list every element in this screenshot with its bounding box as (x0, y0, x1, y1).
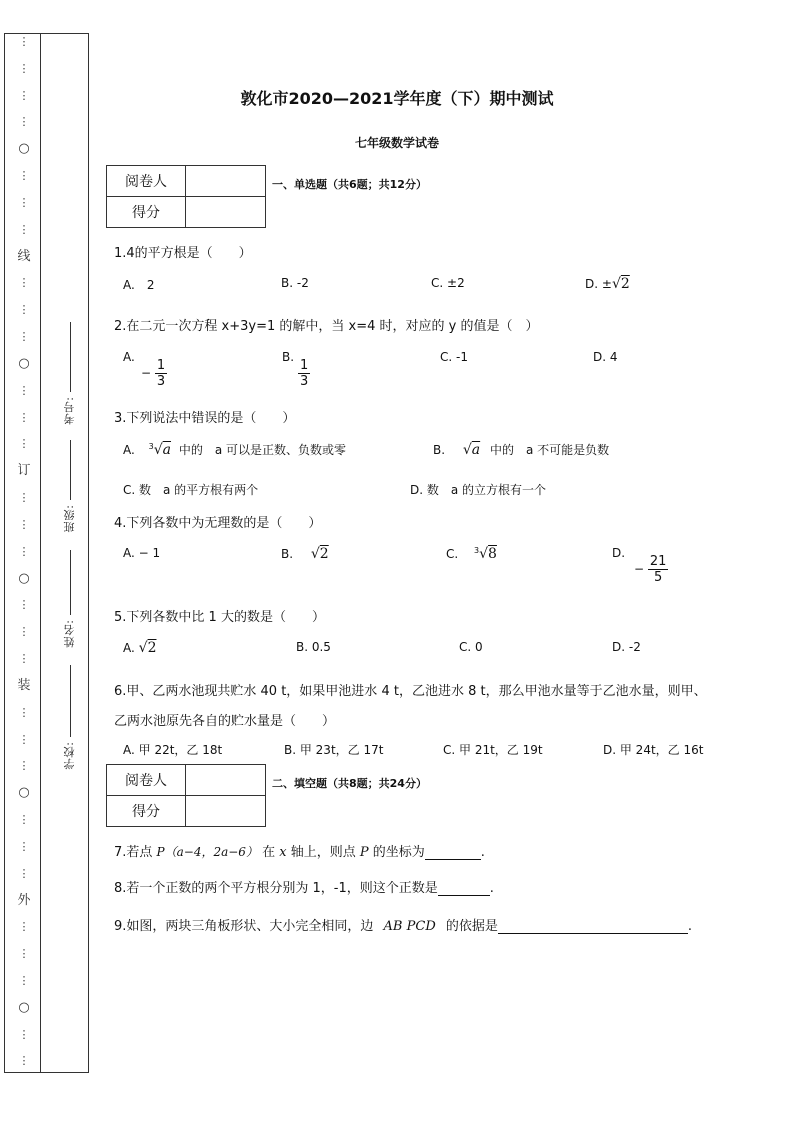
score-table-2 (106, 764, 266, 827)
exam-number-field[interactable] (58, 322, 82, 425)
binding-marker-3: ○ (18, 355, 30, 371)
question-7: 7.若点 P（a−4，2a−6） 在 x 轴上，则点 P 的坐标为 . (114, 845, 485, 860)
sqrt-symbol-icon: √ (479, 546, 489, 562)
q6-option-a[interactable]: A. 甲 22t，乙 18t (123, 743, 223, 757)
q6-option-c[interactable]: C. 甲 21t，乙 19t (443, 743, 543, 757)
q3-option-a[interactable]: A. $^3$√a 中的 a 可以是正数、负数或零 (123, 442, 347, 458)
sqrt-symbol-icon: √ (153, 442, 163, 458)
q1-option-d[interactable]: D. ±√2 (585, 276, 630, 292)
score-cell[interactable] (186, 197, 266, 228)
reviewer-label: 阅卷人 (107, 765, 186, 796)
fraction: $\frac{21}{5}$ (649, 554, 667, 585)
fraction: $\frac{1}{3}$ (300, 358, 309, 389)
q4-option-d[interactable]: D. − $\frac{21}{5}$ (612, 546, 667, 585)
q1-option-c[interactable]: C. ±2 (431, 276, 465, 290)
score-label: 得分 (107, 796, 186, 827)
q4-option-a[interactable]: A. − 1 (123, 546, 161, 560)
name-label: 姓名: (63, 619, 76, 648)
binding-marker-9: ○ (18, 999, 30, 1015)
q5-option-a[interactable]: A. √2 (123, 640, 157, 656)
school-label: 学校: (63, 741, 76, 770)
q2-option-d[interactable]: D. 4 (593, 350, 618, 364)
q2-option-a[interactable]: A. − $\frac{1}{3}$ (123, 350, 166, 389)
question-9: 9.如图，两块三角板形状、大小完全相同，边 AB PCD 的依据是 . (114, 919, 693, 934)
binding-marker-6: 装 (17, 677, 31, 693)
question-5: 5.下列各数中比 1 大的数是（ ） (114, 610, 325, 625)
q4-option-c[interactable]: C. $^3$√8 (446, 546, 497, 562)
q2-option-c[interactable]: C. -1 (440, 350, 468, 364)
question-3: 3.下列说法中错误的是（ ） (114, 411, 296, 426)
q5-option-b[interactable]: B. 0.5 (296, 640, 331, 654)
question-6-line-1: 6.甲、乙两水池现共贮水 40 t，如果甲池进水 4 t，乙池进水 8 t，那么甲池水量等于乙池水量，则甲、 (114, 684, 707, 699)
q6-option-d[interactable]: D. 甲 24t，乙 16t (603, 743, 704, 757)
answer-blank[interactable] (438, 883, 490, 896)
exam-subtitle: 七年级数学试卷 (354, 136, 439, 150)
binding-marker-2: 线 (17, 248, 31, 264)
section-2-title: 二、填空题（共8题；共24分） (272, 777, 427, 790)
binding-margin-divider (40, 33, 41, 1073)
exam-number-label: 考号: (63, 396, 76, 425)
school-field[interactable] (58, 665, 82, 770)
sqrt-symbol-icon: √ (310, 546, 320, 562)
binding-marker-1: ○ (18, 141, 30, 157)
q3-option-b[interactable]: B. √a 中的 a 不可能是负数 (433, 442, 610, 458)
score-label: 得分 (107, 197, 186, 228)
reviewer-cell[interactable] (186, 765, 266, 796)
question-4: 4.下列各数中为无理数的是（ ） (114, 516, 322, 531)
q5-option-d[interactable]: D. -2 (612, 640, 641, 654)
sqrt-symbol-icon: √ (138, 640, 148, 656)
reviewer-cell[interactable] (186, 166, 266, 197)
fraction: $\frac{1}{3}$ (156, 358, 166, 389)
q4-option-b[interactable]: B. √2 (281, 546, 329, 562)
sqrt-symbol-icon: √ (462, 442, 472, 458)
question-6-line-2: 乙两水池原先各自的贮水量是（ ） (114, 714, 336, 729)
q5-option-c[interactable]: C. 0 (459, 640, 483, 654)
question-2: 2.在二元一次方程 x+3y=1 的解中，当 x=4 时，对应的 y 的值是（ ） (114, 319, 539, 334)
binding-marker-5: ○ (18, 570, 30, 586)
sqrt-symbol-icon: √ (611, 276, 621, 292)
exam-title: 敦化市2020—2021学年度（下）期中测试 (240, 89, 554, 108)
q6-option-b[interactable]: B. 甲 23t，乙 17t (284, 743, 384, 757)
name-field[interactable] (58, 550, 82, 648)
binding-marker-8: 外 (17, 892, 31, 908)
binding-marker-4: 订 (17, 463, 31, 479)
class-field[interactable] (58, 440, 82, 533)
class-label: 班级: (63, 504, 76, 533)
score-cell[interactable] (186, 796, 266, 827)
answer-blank[interactable] (425, 847, 481, 860)
q1-option-b[interactable]: B. -2 (281, 276, 309, 290)
binding-marker-7: ○ (18, 785, 30, 801)
q3-option-c[interactable]: C. 数 a 的平方根有两个 (123, 483, 259, 497)
answer-blank[interactable] (498, 921, 688, 934)
question-8: 8.若一个正数的两个平方根分别为 1，-1，则这个正数是 . (114, 881, 494, 896)
section-1-title: 一、单选题（共6题；共12分） (272, 178, 427, 191)
score-table-1 (106, 165, 266, 228)
reviewer-label: 阅卷人 (107, 166, 186, 197)
q1-option-a[interactable]: A. 2 (123, 278, 155, 292)
q2-option-b[interactable]: B. $\frac{1}{3}$ (282, 350, 309, 389)
q3-option-d[interactable]: D. 数 a 的立方根有一个 (410, 483, 547, 497)
binding-dotted-line: ⋮ ⋮ ⋮ ⋮ ○ ⋮ ⋮ ⋮ 线 ⋮ ⋮ ⋮ ○ ⋮ ⋮ ⋮ 订 ⋮ ⋮ ⋮ ○ ⋮ ⋮ ⋮ 装 ⋮ ⋮ ⋮ ○ ⋮ ⋮ ⋮ 外 ⋮ ⋮ ⋮ ○ ⋮ ⋮ (17, 35, 31, 1068)
question-1: 1.4的平方根是（ ） (114, 246, 252, 261)
